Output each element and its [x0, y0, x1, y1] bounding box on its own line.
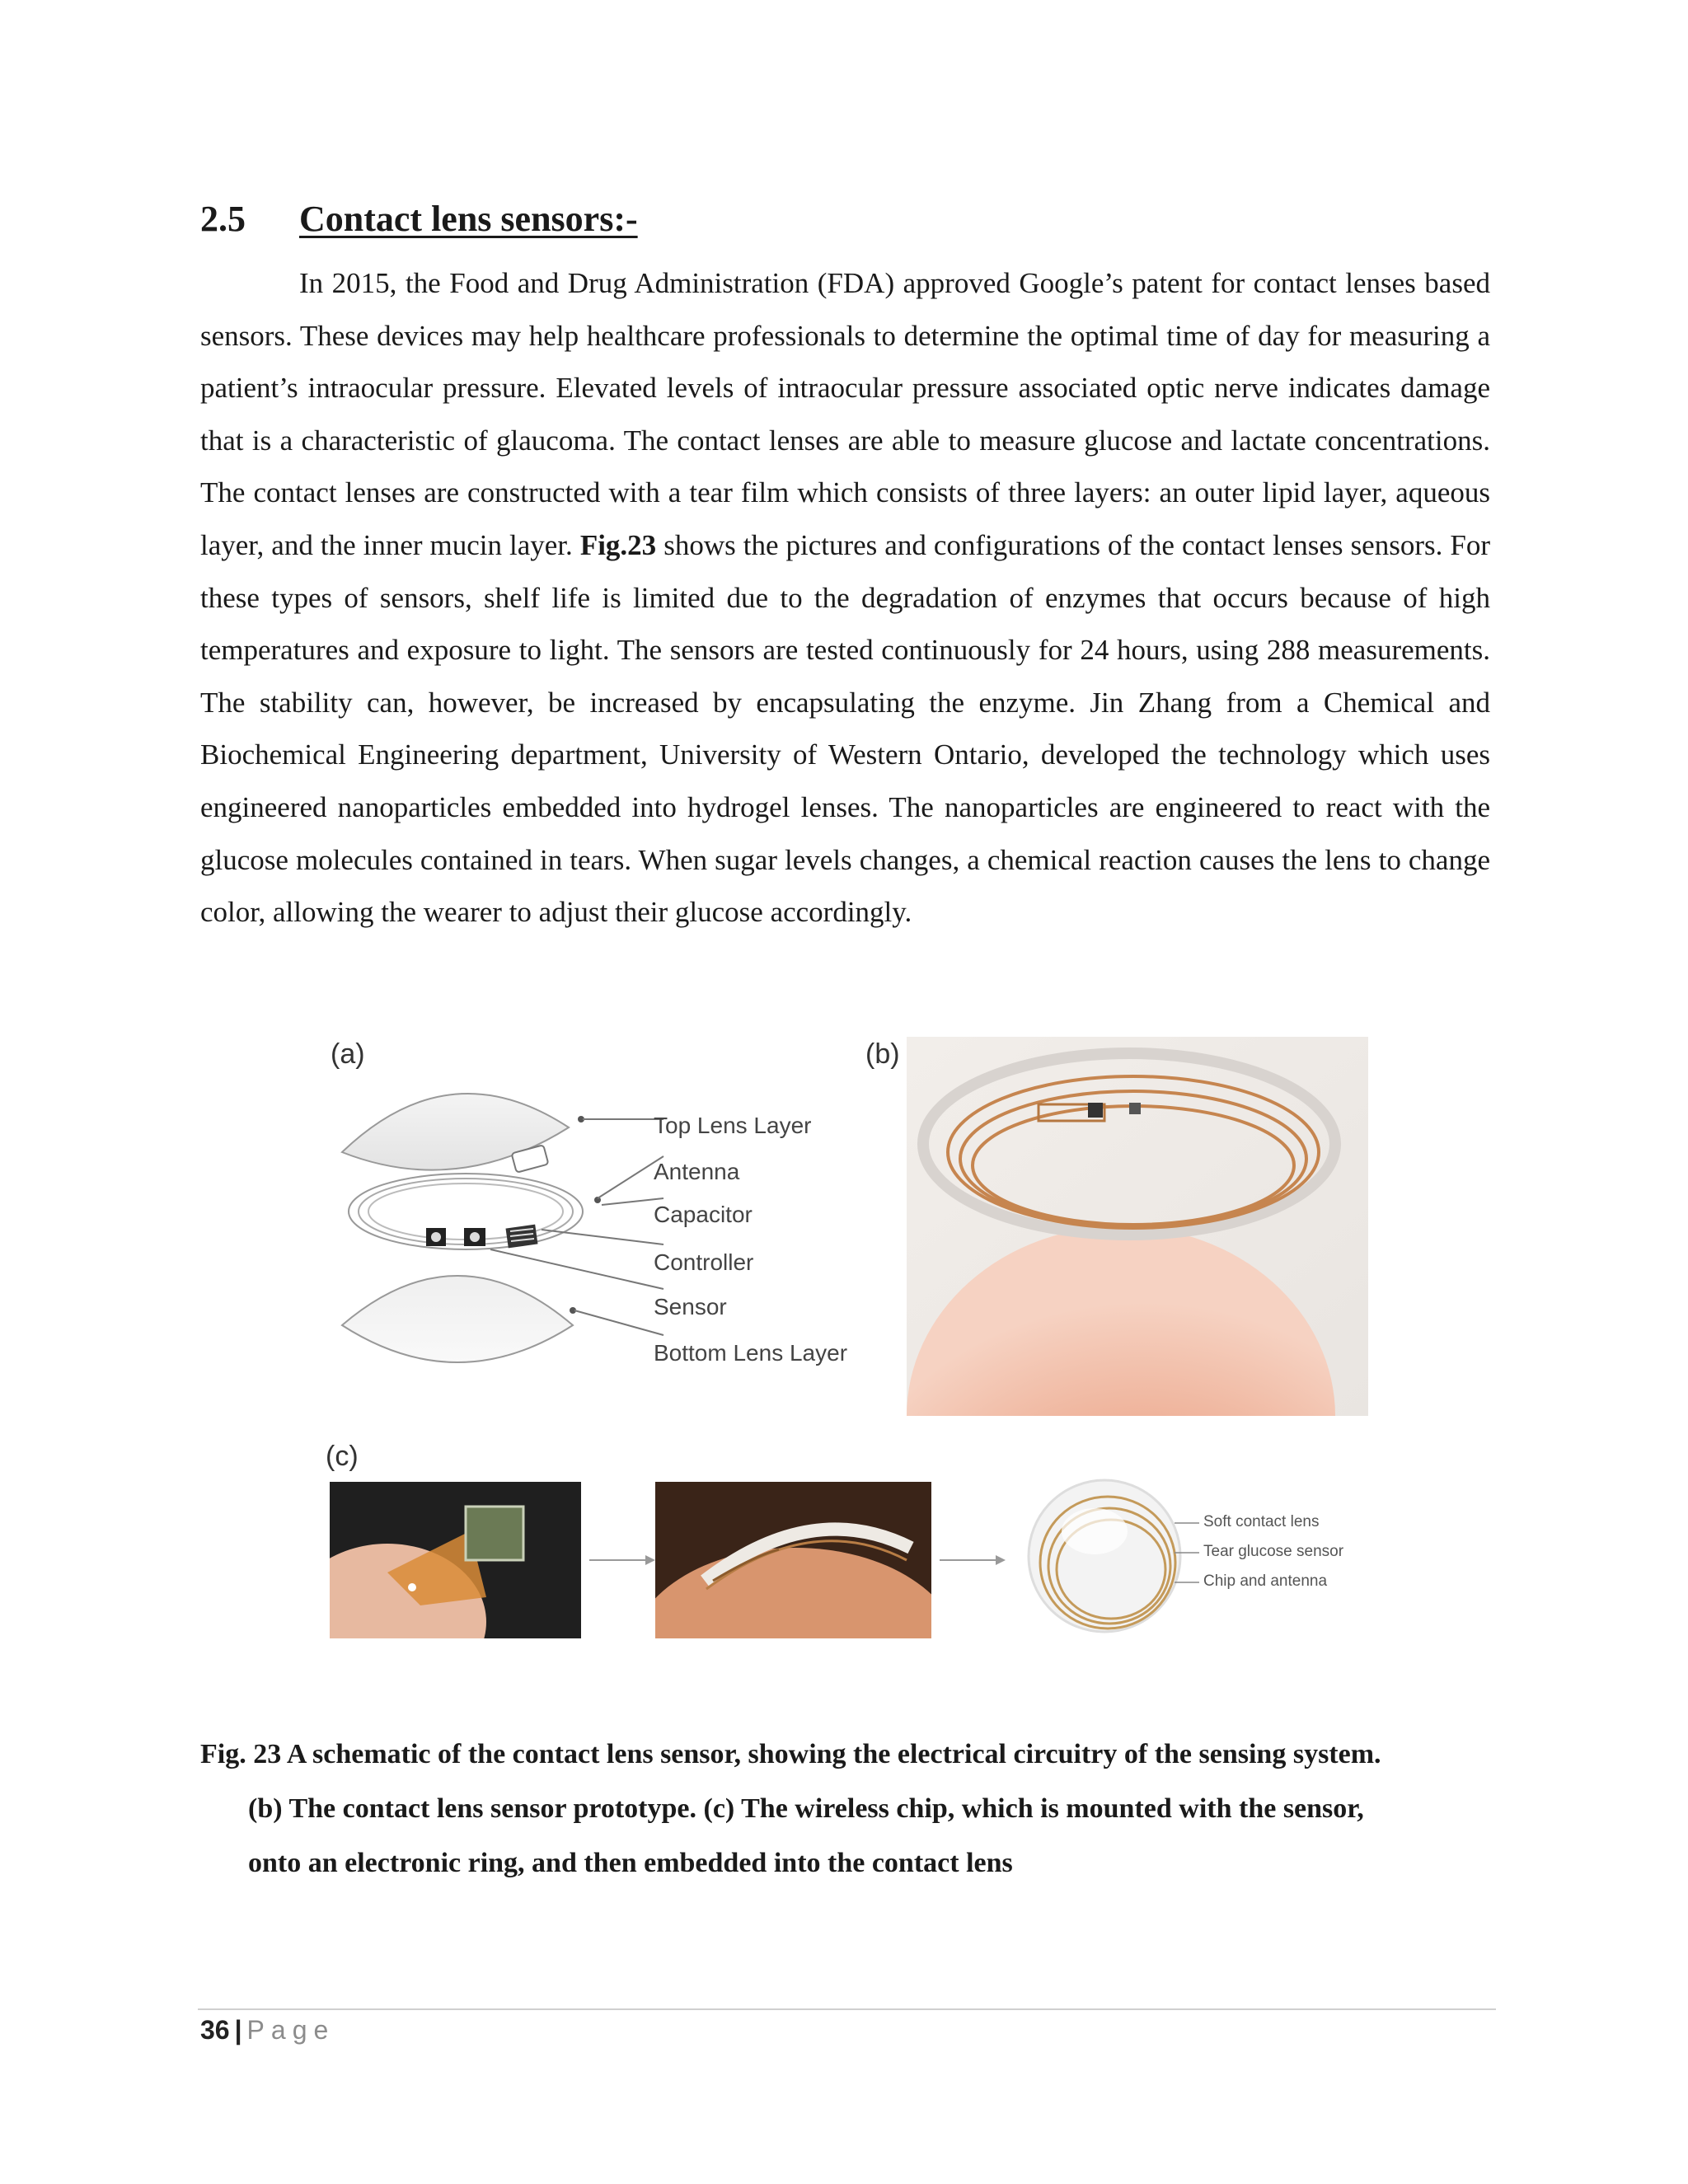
section-heading [200, 194, 638, 244]
lens-prototype-photo [907, 1037, 1368, 1416]
arrow-2 [940, 1552, 1006, 1568]
figure-caption [200, 1727, 1503, 1891]
panel-b-label: (b) [865, 1038, 900, 1070]
panel-a-label: (a) [331, 1038, 365, 1070]
chip-photo [330, 1482, 581, 1638]
section-number: 2.5 [200, 199, 246, 239]
paragraph-part-1: In 2015, the Food and Drug Administration (FDA) approved Google’s patent for contact lenses based sensors. These devices may help healthcare professionals to determine the optimal time of day for measuring a patient’s intraocular pressure. Elevated levels of intraocular pressure associated optic nerve indicates damage that is a characteristic of glaucoma. The contact lenses are able to measure glucose and lactate concentrations. The contact lenses are constructed with a tear film which consists of three layers: an outer lipid layer, aqueous layer, and the inner mucin layer. [200, 267, 1490, 561]
callout-lines-c [1175, 1513, 1207, 1596]
callout-capacitor: Capacitor [654, 1202, 753, 1227]
paragraph-part-2: shows the pictures and configurations of the contact lenses sensors. For these types of sensors, shelf life is limited due to the degradation of enzymes that occurs because of high temperatures and exposure to light. The sensors are tested continuously for 24 hours, using 288 measurements. The stability can, however, be increased by encapsulating the enzyme. Jin Zhang from a Chemical and Biochemical Engineering department, University of Western Ontario, developed the technology which uses engineered nanoparticles embedded into hydrogel lenses. The nanoparticles are engineered to react with the glucose molecules contained in tears. When sugar levels changes, a chemical reaction causes the lens to change color, allowing the wearer to adjust their glucose accordingly. [200, 528, 1490, 929]
footer-separator: | [234, 2015, 242, 2045]
caption-line-2: (b) The contact lens sensor prototype. (c) The wireless chip, which is mounted with the sensor, [248, 1793, 1364, 1824]
callout-top-lens-layer: Top Lens Layer [654, 1113, 812, 1138]
page-word: Page [246, 2015, 335, 2045]
callout-antenna: Antenna [654, 1159, 740, 1184]
embedded-lens-photo [1022, 1474, 1187, 1638]
callout-controller: Controller [654, 1249, 754, 1275]
callout-chip-and-antenna: Chip and antenna [1203, 1572, 1328, 1590]
caption-line-1: Fig. 23 A schematic of the contact lens sensor, showing the electrical circuitry of the sensing system. [200, 1739, 1381, 1769]
electronic-ring-photo [655, 1482, 931, 1638]
callout-sensor: Sensor [654, 1294, 727, 1319]
figure-23 [326, 1037, 1372, 1663]
figure-reference: Fig.23 [579, 528, 657, 561]
body-paragraph [200, 257, 1490, 939]
callout-soft-contact-lens: Soft contact lens [1203, 1513, 1320, 1530]
section-title: Contact lens sensors:- [299, 199, 638, 239]
page-footer [200, 2013, 335, 2046]
callout-bottom-lens-layer: Bottom Lens Layer [654, 1340, 848, 1366]
arrow-1 [589, 1552, 655, 1568]
panel-c-label: (c) [326, 1441, 359, 1472]
caption-line-3: onto an electronic ring, and then embedded into the contact lens [248, 1848, 1013, 1878]
footer-divider [198, 2008, 1496, 2010]
callout-tear-glucose-sensor: Tear glucose sensor [1203, 1543, 1344, 1560]
page-number: 36 [200, 2015, 230, 2045]
